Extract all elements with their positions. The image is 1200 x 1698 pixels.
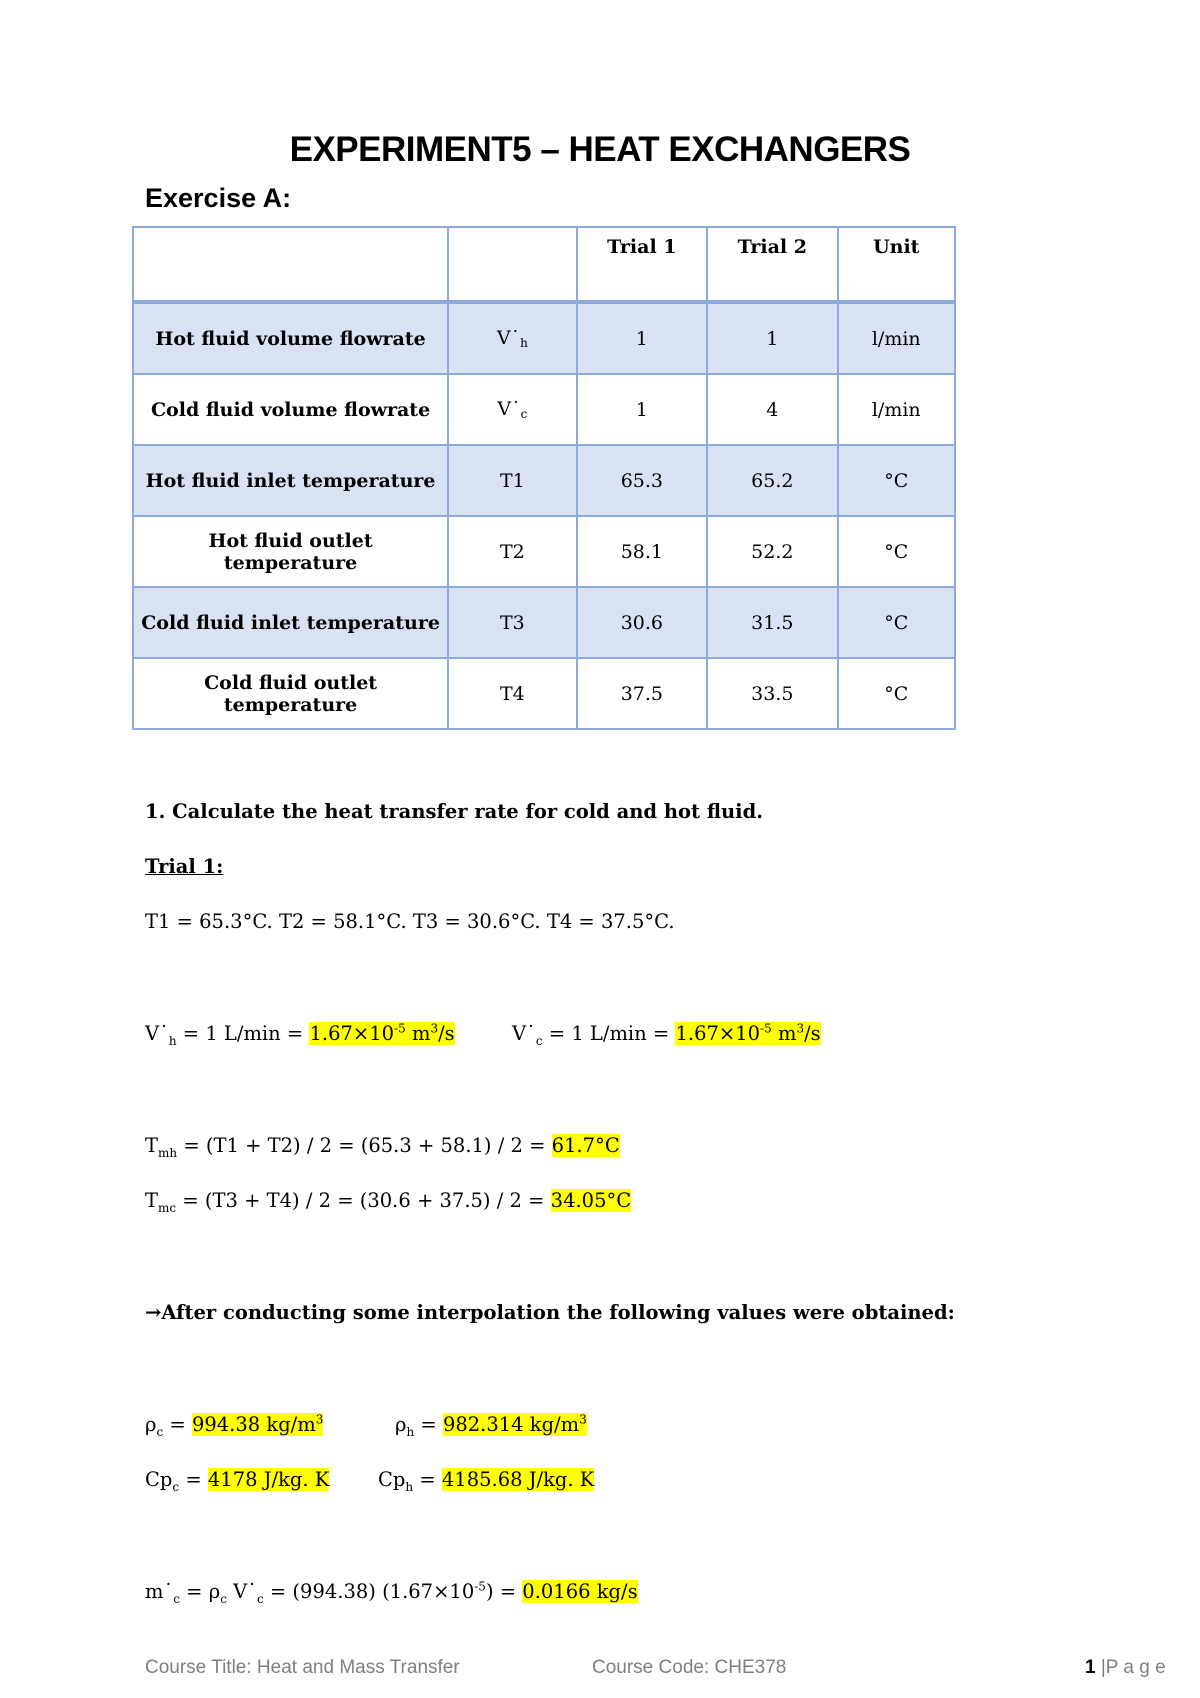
trial-heading: Trial 1:: [145, 855, 224, 878]
trial1-value: 1: [577, 302, 707, 374]
hot-flowrate-equation: $V˙_h = 1$ $L/\min = 1.67\times 10^{-5}$ $m^3/s$: [145, 1021, 455, 1048]
cold-mass-flowrate-equation: $m˙_c = \rho_c$ $V˙_c = (994.38) (1.67\times 10^{-5}) = 0.0166$ kg/s: [145, 1579, 638, 1606]
unit-value: °C: [838, 445, 955, 516]
table-row: [133, 587, 955, 658]
row-label: Hot fluid inlet temperature: [133, 445, 448, 516]
row-label: Cold fluid inlet temperature: [133, 587, 448, 658]
page-title: EXPERIMENT5 – HEAT EXCHANGERS: [289, 130, 911, 169]
hot-density: $\rho_h = 982.314$ $kg/m^3$: [395, 1412, 587, 1439]
trial2-value: 33.5: [707, 658, 837, 729]
interpolation-note: →After conducting some interpolation the following values were obtained:: [145, 1301, 955, 1324]
table-row: [133, 658, 955, 729]
hot-specific-heat: $Cp_h = 4185.68$ J/kg. K: [378, 1468, 595, 1494]
table-header-cell: Unit: [838, 227, 955, 302]
unit-value: l/min: [838, 374, 955, 445]
table-header-cell: Trial 1: [577, 227, 707, 302]
row-label: Cold fluid outlet temperature: [133, 658, 448, 729]
mean-hot-temp-equation: $T_{mh} = (T1 + T2) / 2 = (65.3 + 58.1) / 2 = 61.7^\circ C$: [145, 1134, 620, 1160]
trial2-value: 65.2: [707, 445, 837, 516]
row-symbol: $V˙_c$: [448, 374, 576, 445]
row-symbol: T1: [448, 445, 576, 516]
unit-value: l/min: [838, 302, 955, 374]
footer-course-title: Course Title: Heat and Mass Transfer: [145, 1657, 460, 1678]
table-header-row: [133, 227, 955, 302]
unit-value: °C: [838, 658, 955, 729]
trial2-value: 52.2: [707, 516, 837, 587]
row-symbol: T3: [448, 587, 576, 658]
footer-page-number: 1 |P a g e: [1085, 1657, 1166, 1678]
trial2-value: 1: [707, 302, 837, 374]
trial1-value: 65.3: [577, 445, 707, 516]
cold-specific-heat: $Cp_c = 4178$ J/kg. K: [145, 1468, 330, 1494]
table-row: [133, 302, 955, 374]
unit-value: °C: [838, 516, 955, 587]
mean-cold-temp-equation: $T_{mc} = (T3 + T4) / 2 = (30.6 + 37.5) / 2 = 34.05^\circ C$: [145, 1189, 632, 1215]
trial1-value: 58.1: [577, 516, 707, 587]
trial1-value: 37.5: [577, 658, 707, 729]
table-row: [133, 445, 955, 516]
temperatures-line: T1 = 65.3°C. T2 = 58.1°C. T3 = 30.6°C. T4 = 37.5°C.: [145, 910, 675, 933]
trial1-value: 30.6: [577, 587, 707, 658]
row-label: Hot fluid volume flowrate: [133, 302, 448, 374]
question-heading: 1. Calculate the heat transfer rate for cold and hot fluid.: [145, 800, 764, 823]
table-row: [133, 374, 955, 445]
table-header-cell: [448, 227, 576, 302]
row-symbol: T4: [448, 658, 576, 729]
trial2-value: 4: [707, 374, 837, 445]
cold-density: $\rho_c = 994.38$ $kg/m^3$: [145, 1412, 324, 1439]
row-label: Cold fluid volume flowrate: [133, 374, 448, 445]
trial1-value: 1: [577, 374, 707, 445]
cold-flowrate-equation: $V˙_c = 1$ $L/\min = 1.67\times 10^{-5}$ $m^3/s$: [512, 1021, 821, 1048]
table-header-cell: Trial 2: [707, 227, 837, 302]
footer-course-code: Course Code: CHE378: [592, 1657, 787, 1678]
row-symbol: $V˙_h$: [448, 302, 576, 374]
row-label: Hot fluid outlet temperature: [133, 516, 448, 587]
row-symbol: T2: [448, 516, 576, 587]
unit-value: °C: [838, 587, 955, 658]
measurement-table: [132, 226, 956, 730]
table-header-cell: [133, 227, 448, 302]
trial2-value: 31.5: [707, 587, 837, 658]
exercise-heading: Exercise A:: [145, 183, 292, 213]
table-row: [133, 516, 955, 587]
